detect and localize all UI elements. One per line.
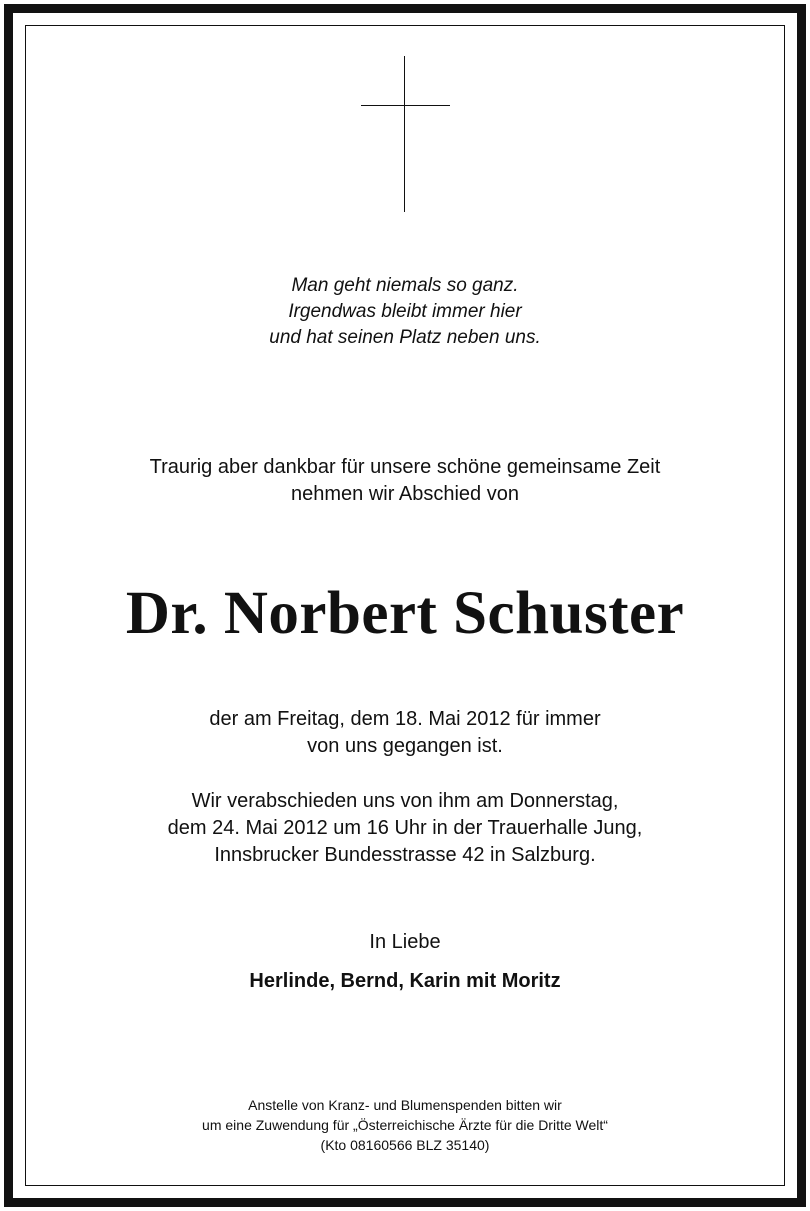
deceased-name: Dr. Norbert Schuster [125,580,685,647]
family-names: Herlinde, Bernd, Karin mit Moritz [249,970,561,992]
donation-line: Anstelle von Kranz- und Blumenspenden bitten wir [248,1097,562,1113]
closing-love: In Liebe [369,931,441,953]
quote-line: Man geht niemals so ganz. [291,275,519,296]
service-line: Innsbrucker Bundesstrasse 42 in Salzburg. [214,844,596,866]
funeral-service-details [0,788,810,869]
cross-horizontal-bar [361,105,450,106]
death-notice [0,706,810,760]
intro-line: Traurig aber dankbar für unsere schöne gemeinsame Zeit [149,456,661,478]
donation-line: um eine Zuwendung für „Österreichische Ärzte für die Dritte Welt“ [202,1117,608,1133]
death-line: der am Freitag, dem 18. Mai 2012 für immer [209,708,601,730]
donation-line: (Kto 08160566 BLZ 35140) [320,1137,490,1153]
service-line: dem 24. Mai 2012 um 16 Uhr in der Trauerhalle Jung, [167,817,643,839]
memorial-quote [0,273,810,351]
cross-vertical-bar [404,56,405,212]
death-line: von uns gegangen ist. [307,735,503,757]
quote-line: Irgendwas bleibt immer hier [288,301,522,322]
donation-request [0,1095,810,1155]
service-line: Wir verabschieden uns von ihm am Donnerstag, [191,790,619,812]
farewell-intro [0,454,810,508]
quote-line: und hat seinen Platz neben uns. [269,327,541,348]
intro-line: nehmen wir Abschied von [291,483,519,505]
